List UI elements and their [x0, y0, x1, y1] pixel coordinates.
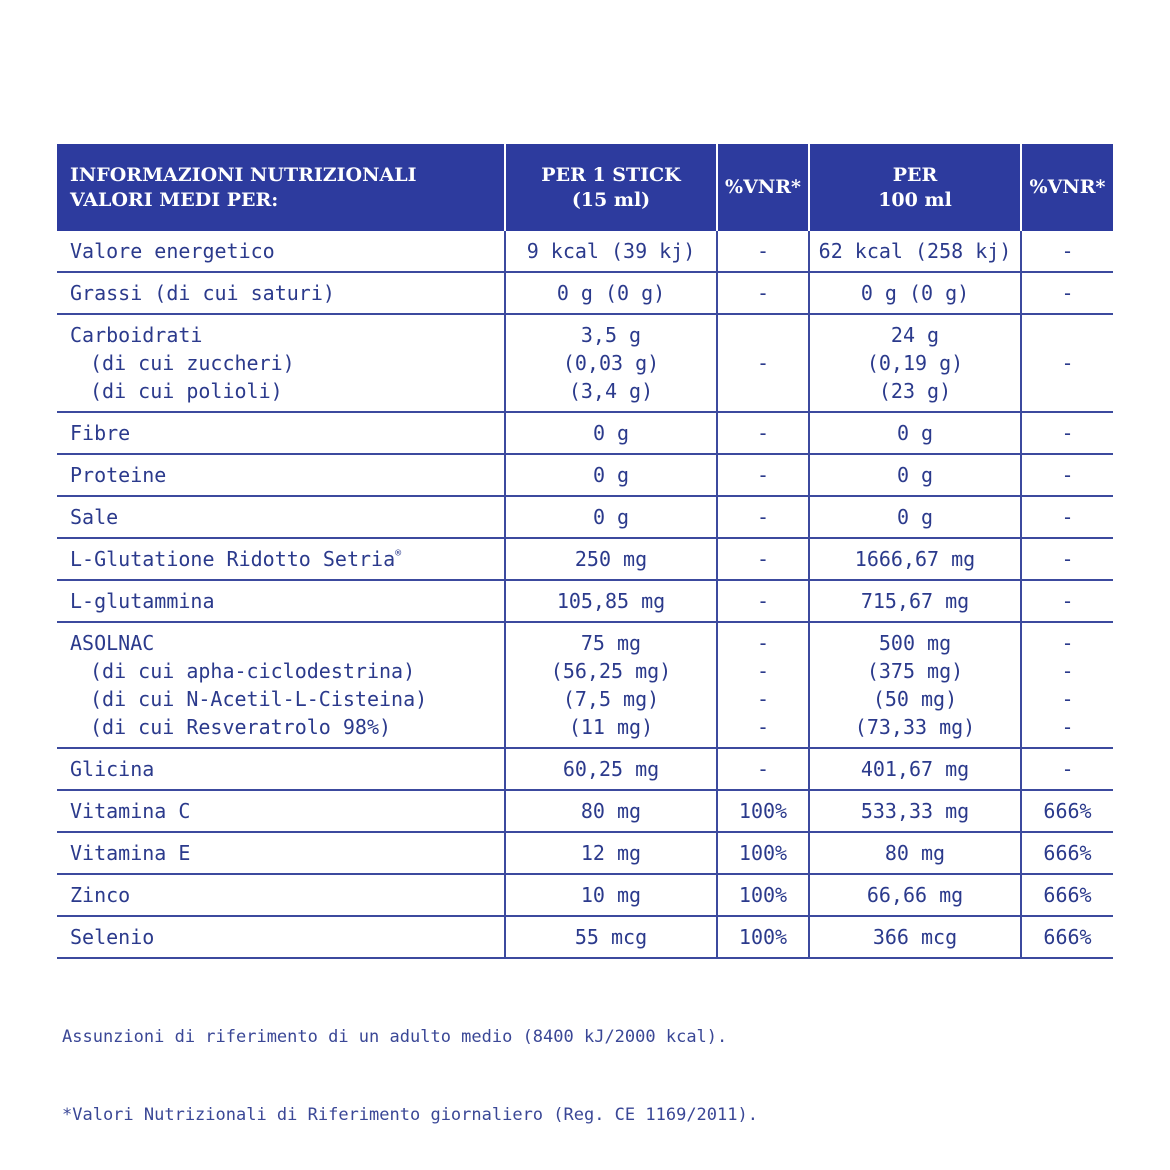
cell-line: 666% [1043, 841, 1092, 865]
cell-nutrient [57, 454, 505, 496]
cell-line: - [756, 757, 770, 781]
cell-per-stick [505, 496, 717, 538]
nutrition-table [57, 144, 1113, 959]
cell-line: - [1061, 239, 1074, 263]
header-line: 100 ml [878, 188, 952, 211]
cell-line: 715,67 mg [860, 589, 970, 613]
cell-vnr-stick [717, 874, 809, 916]
footnote-reference-intake: Assunzioni di riferimento di un adulto medio (8400 kJ/2000 kcal). [62, 1027, 728, 1047]
cell-line: - [756, 631, 770, 655]
cell-vnr-100ml [1021, 412, 1113, 454]
table-row [57, 580, 1113, 622]
cell-vnr-100ml [1021, 874, 1113, 916]
header-vnr-stick: %VNR* [717, 144, 809, 231]
cell-line: Fibre [70, 421, 131, 445]
cell-vnr-100ml [1021, 496, 1113, 538]
cell-per-100ml [809, 272, 1021, 314]
cell-nutrient [57, 748, 505, 790]
cell-line: 24 g [890, 323, 940, 347]
header-line: (15 ml) [571, 188, 651, 211]
cell-per-stick [505, 314, 717, 412]
cell-line: - [756, 463, 770, 487]
cell-line: 0 g [592, 421, 630, 445]
cell-line: - [756, 421, 770, 445]
header-line: INFORMAZIONI NUTRIZIONALI [70, 163, 417, 186]
cell-nutrient [57, 412, 505, 454]
header-line: PER [892, 163, 938, 186]
cell-vnr-100ml [1021, 454, 1113, 496]
cell-vnr-stick [717, 496, 809, 538]
cell-per-100ml [809, 314, 1021, 412]
cell-line: (23 g) [878, 379, 952, 403]
cell-nutrient [57, 580, 505, 622]
cell-per-100ml [809, 916, 1021, 958]
footnotes [62, 972, 758, 1154]
cell-line: Selenio [70, 925, 155, 949]
table-row [57, 454, 1113, 496]
cell-line: Zinco [70, 883, 131, 907]
cell-line: 0 g [896, 463, 934, 487]
cell-line: - [756, 239, 770, 263]
cell-line: (375 mg) [866, 659, 964, 683]
cell-line: 533,33 mg [860, 799, 970, 823]
cell-line: 0 g (0 g) [556, 281, 666, 305]
cell-per-stick [505, 454, 717, 496]
table-row [57, 412, 1113, 454]
cell-vnr-100ml [1021, 832, 1113, 874]
cell-per-stick [505, 790, 717, 832]
table-row [57, 622, 1113, 748]
cell-line: 80 mg [884, 841, 946, 865]
cell-vnr-stick [717, 748, 809, 790]
cell-line: 0 g [896, 505, 934, 529]
cell-vnr-stick [717, 412, 809, 454]
table-row [57, 874, 1113, 916]
cell-per-stick [505, 916, 717, 958]
cell-per-100ml [809, 538, 1021, 580]
cell-line: 401,67 mg [860, 757, 970, 781]
cell-vnr-stick [717, 454, 809, 496]
header-nutrition-info [57, 144, 505, 231]
cell-vnr-stick [717, 314, 809, 412]
cell-per-100ml [809, 454, 1021, 496]
cell-per-stick [505, 538, 717, 580]
table-row [57, 538, 1113, 580]
cell-line: - [1061, 715, 1074, 739]
table-row [57, 496, 1113, 538]
cell-nutrient [57, 916, 505, 958]
cell-line: 666% [1043, 883, 1092, 907]
cell-vnr-stick [717, 622, 809, 748]
cell-line: 100% [738, 883, 788, 907]
cell-line: - [756, 715, 770, 739]
cell-vnr-100ml [1021, 580, 1113, 622]
cell-vnr-100ml [1021, 790, 1113, 832]
cell-line: - [1061, 505, 1074, 529]
cell-line: - [756, 281, 770, 305]
cell-line: 105,85 mg [556, 589, 666, 613]
cell-line: 62 kcal (258 kj) [818, 239, 1012, 263]
cell-line: - [1061, 421, 1074, 445]
cell-per-stick [505, 832, 717, 874]
cell-per-stick [505, 272, 717, 314]
cell-per-stick [505, 231, 717, 272]
table-row [57, 916, 1113, 958]
cell-line: L-Glutatione Ridotto Setria [70, 547, 396, 571]
cell-line: - [1061, 547, 1074, 571]
cell-nutrient [57, 496, 505, 538]
cell-nutrient [57, 314, 505, 412]
cell-per-100ml [809, 580, 1021, 622]
cell-line: (11 mg) [568, 715, 654, 739]
cell-vnr-stick [717, 231, 809, 272]
cell-vnr-100ml [1021, 748, 1113, 790]
cell-line: (3,4 g) [568, 379, 654, 403]
cell-line: Valore energetico [70, 239, 275, 263]
table-row [57, 832, 1113, 874]
footnote-vnr: *Valori Nutrizionali di Riferimento giornaliero (Reg. CE 1169/2011). [62, 1105, 758, 1125]
cell-line: 9 kcal (39 kj) [526, 239, 696, 263]
cell-line: Glicina [70, 757, 155, 781]
cell-line: 100% [738, 925, 788, 949]
header-line: VALORI MEDI PER: [70, 188, 279, 211]
nutrition-table-container [57, 144, 1113, 959]
cell-line: - [1061, 589, 1074, 613]
cell-line: - [756, 687, 770, 711]
cell-per-100ml [809, 231, 1021, 272]
cell-line: - [1061, 351, 1074, 375]
cell-nutrient [57, 538, 505, 580]
cell-line: - [1061, 281, 1074, 305]
cell-line: 66,66 mg [866, 883, 964, 907]
cell-line: 3,5 g [580, 323, 642, 347]
table-row [57, 790, 1113, 832]
table-header [57, 144, 1113, 231]
cell-line: - [756, 505, 770, 529]
cell-line: 0 g (0 g) [860, 281, 970, 305]
cell-nutrient [57, 622, 505, 748]
cell-line: - [1061, 757, 1074, 781]
cell-per-stick [505, 412, 717, 454]
cell-per-100ml [809, 748, 1021, 790]
cell-nutrient [57, 272, 505, 314]
cell-line: 0 g [592, 463, 630, 487]
cell-vnr-stick [717, 832, 809, 874]
cell-line: (di cui apha-ciclodestrina) [90, 659, 416, 683]
cell-line: - [756, 659, 770, 683]
cell-line: 55 mcg [574, 925, 648, 949]
cell-line: - [756, 589, 770, 613]
header-per-100ml [809, 144, 1021, 231]
cell-line: Sale [70, 505, 119, 529]
cell-line: Vitamina C [70, 799, 191, 823]
cell-line: 1666,67 mg [854, 547, 976, 571]
cell-vnr-100ml [1021, 272, 1113, 314]
cell-line: (50 mg) [872, 687, 958, 711]
cell-vnr-100ml [1021, 538, 1113, 580]
cell-line: 250 mg [574, 547, 648, 571]
cell-line: - [1061, 687, 1074, 711]
cell-per-100ml [809, 874, 1021, 916]
cell-per-stick [505, 580, 717, 622]
cell-line: 60,25 mg [562, 757, 660, 781]
cell-vnr-stick [717, 916, 809, 958]
cell-line: (73,33 mg) [854, 715, 976, 739]
registered-mark: ® [395, 548, 402, 559]
cell-vnr-100ml [1021, 314, 1113, 412]
cell-line: (56,25 mg) [550, 659, 672, 683]
cell-line: 666% [1043, 799, 1092, 823]
cell-line: (7,5 mg) [562, 687, 660, 711]
cell-per-100ml [809, 790, 1021, 832]
cell-vnr-stick [717, 790, 809, 832]
cell-line: (di cui zuccheri) [90, 351, 295, 375]
cell-per-stick [505, 748, 717, 790]
cell-line: (di cui polioli) [90, 379, 283, 403]
cell-line: - [756, 351, 770, 375]
header-per-stick [505, 144, 717, 231]
cell-line: (di cui N-Acetil-L-Cisteina) [90, 687, 428, 711]
cell-line: - [1061, 631, 1074, 655]
cell-line: 666% [1043, 925, 1092, 949]
cell-nutrient [57, 231, 505, 272]
table-row [57, 231, 1113, 272]
cell-vnr-stick [717, 538, 809, 580]
cell-vnr-stick [717, 272, 809, 314]
cell-line: 75 mg [580, 631, 642, 655]
cell-nutrient [57, 832, 505, 874]
cell-line: (0,19 g) [866, 351, 964, 375]
cell-line: ASOLNAC [70, 631, 155, 655]
cell-line: 12 mg [580, 841, 642, 865]
cell-line: 500 mg [878, 631, 952, 655]
cell-line: - [1061, 463, 1074, 487]
cell-per-100ml [809, 412, 1021, 454]
table-row [57, 314, 1113, 412]
cell-line: Carboidrati [70, 323, 203, 347]
table-row [57, 748, 1113, 790]
cell-vnr-100ml [1021, 231, 1113, 272]
cell-line: 100% [738, 799, 788, 823]
cell-line: - [756, 547, 770, 571]
cell-line: Grassi (di cui saturi) [70, 281, 335, 305]
cell-nutrient [57, 874, 505, 916]
cell-nutrient [57, 790, 505, 832]
cell-per-100ml [809, 622, 1021, 748]
cell-line: Vitamina E [70, 841, 191, 865]
cell-line: 10 mg [580, 883, 642, 907]
table-body [57, 231, 1113, 958]
cell-per-stick [505, 874, 717, 916]
cell-per-100ml [809, 832, 1021, 874]
header-vnr-100ml: %VNR* [1021, 144, 1113, 231]
cell-per-stick [505, 622, 717, 748]
cell-line: - [1061, 659, 1074, 683]
cell-line: (di cui Resveratrolo 98%) [90, 715, 392, 739]
cell-line: 0 g [592, 505, 630, 529]
cell-per-100ml [809, 496, 1021, 538]
cell-line: 80 mg [580, 799, 642, 823]
cell-vnr-stick [717, 580, 809, 622]
cell-line: (0,03 g) [562, 351, 660, 375]
cell-vnr-100ml [1021, 622, 1113, 748]
table-row [57, 272, 1113, 314]
cell-line: 100% [738, 841, 788, 865]
cell-vnr-100ml [1021, 916, 1113, 958]
cell-line: 0 g [896, 421, 934, 445]
cell-line: Proteine [70, 463, 167, 487]
cell-line: 366 mcg [872, 925, 958, 949]
cell-line: L-glutammina [70, 589, 215, 613]
header-line: PER 1 STICK [541, 163, 681, 186]
